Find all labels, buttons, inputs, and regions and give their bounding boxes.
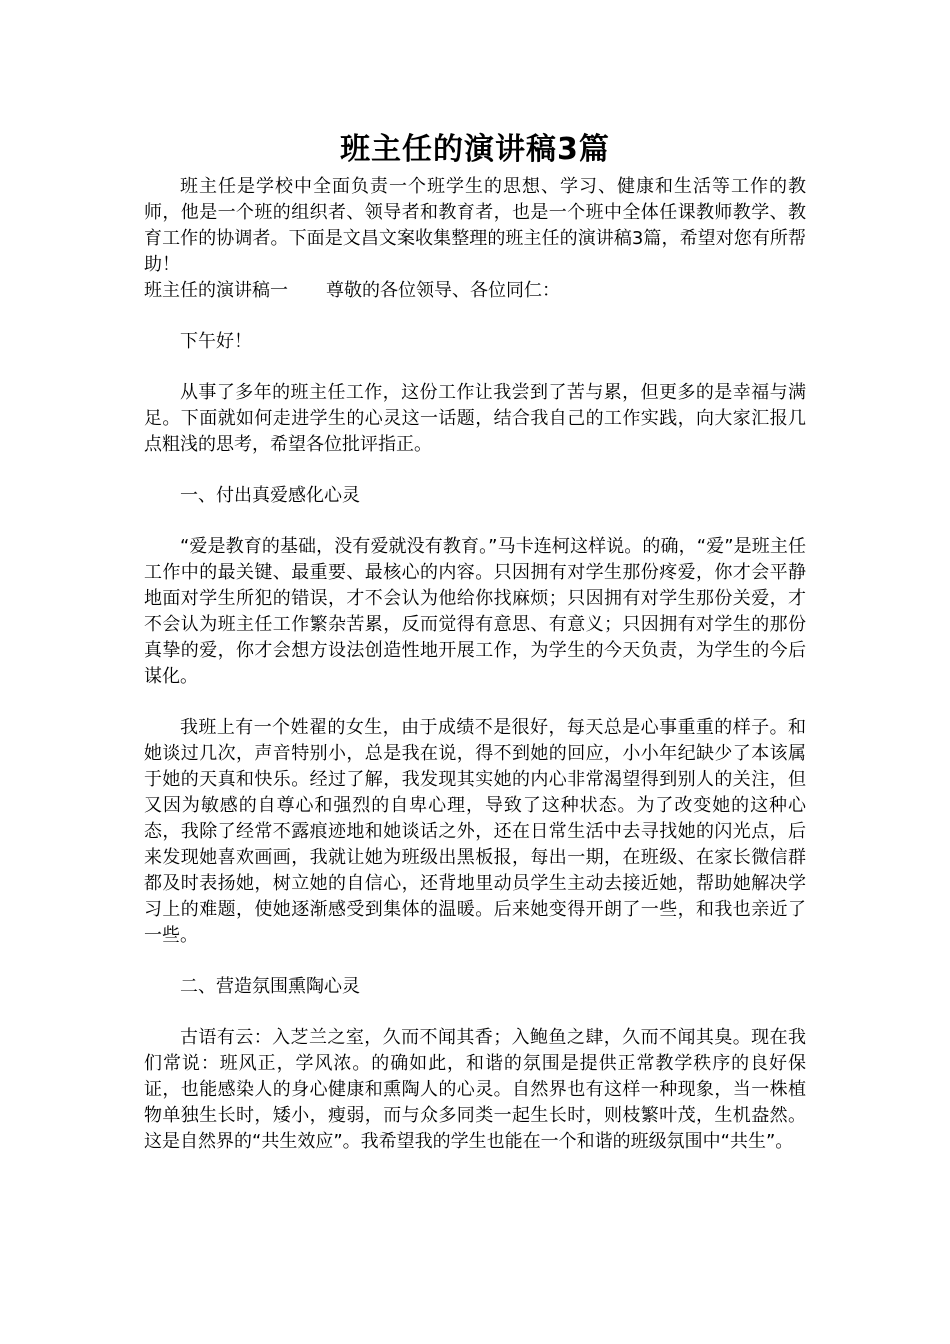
point-2-heading: 二、营造氛围熏陶心灵 — [180, 976, 360, 997]
greeting: 下午好！ — [180, 331, 252, 352]
point-2-body: 古语有云：入芝兰之室，久而不闻其香；入鲍鱼之肆，久而不闻其臭。现在我们常说：班风正，学风浓。的确如此，和谐的氛围是提供正常教学秩序的良好保证，也能感染人的身心健康和熏陶人的心灵。自然界也有这样一种现象，当一株植物单独生长时，矮小，瘦弱，而与众多同类一起生长时，则枝繁叶茂，生机盎然。这是自然界的“共生效应”。我希望我的学生也能在一个和谐的班级氛围中“共生”。 — [144, 1027, 806, 1152]
section-heading-line — [144, 278, 806, 304]
document-page — [144, 128, 806, 1155]
point-1-heading: 一、付出真爱感化心灵 — [180, 485, 360, 506]
salutation: 尊敬的各位领导、各位同仁： — [326, 280, 560, 301]
section-heading: 班主任的演讲稿一 — [144, 280, 288, 301]
intro-paragraph: 班主任是学校中全面负责一个班学生的思想、学习、健康和生活等工作的教师，他是一个班的组织者、领导者和教育者，也是一个班中全体任课教师教学、教育工作的协调者。下面是文昌文案收集整理的班主任的演讲稿3篇，希望对您有所帮助！ — [144, 176, 806, 275]
point-1-story: 我班上有一个姓翟的女生，由于成绩不是很好，每天总是心事重重的样子。和她谈过几次，声音特别小，总是我在说，得不到她的回应，小小年纪缺少了本该属于她的天真和快乐。经过了解，我发现其实她的内心非常渴望得到别人的关注，但又因为敏感的自尊心和强烈的自卑心理，导致了这种状态。为了改变她的这种心态，我除了经常不露痕迹地和她谈话之外，还在日常生活中去寻找她的闪光点，后来发现她喜欢画画，我就让她为班级出黑板报，每出一期，在班级、在家长微信群都及时表扬她，树立她的自信心，还背地里动员学生主动去接近她，帮助她解决学习上的难题，使她逐渐感受到集体的温暖。后来她变得开朗了一些，和我也亲近了一些。 — [144, 717, 806, 946]
paragraph-opening: 从事了多年的班主任工作，这份工作让我尝到了苦与累，但更多的是幸福与满足。下面就如何走进学生的心灵这一话题，结合我自己的工作实践，向大家汇报几点粗浅的思考，希望各位批评指正。 — [144, 382, 806, 455]
document-title: 班主任的演讲稿3篇 — [340, 132, 610, 167]
point-1-body: “爱是教育的基础，没有爱就没有教育。”马卡连柯这样说。的确，“爱”是班主任工作中的最关键、最重要、最核心的内容。只因拥有对学生那份疼爱，你才会平静地面对学生所犯的错误，才不会认为他给你找麻烦；只因拥有对学生那份关爱，才不会认为班主任工作繁杂苦累，反而觉得有意思、有意义；只因拥有对学生的那份真挚的爱，你才会想方设法创造性地开展工作，为学生的今天负责，为学生的今后谋化。 — [144, 536, 806, 687]
